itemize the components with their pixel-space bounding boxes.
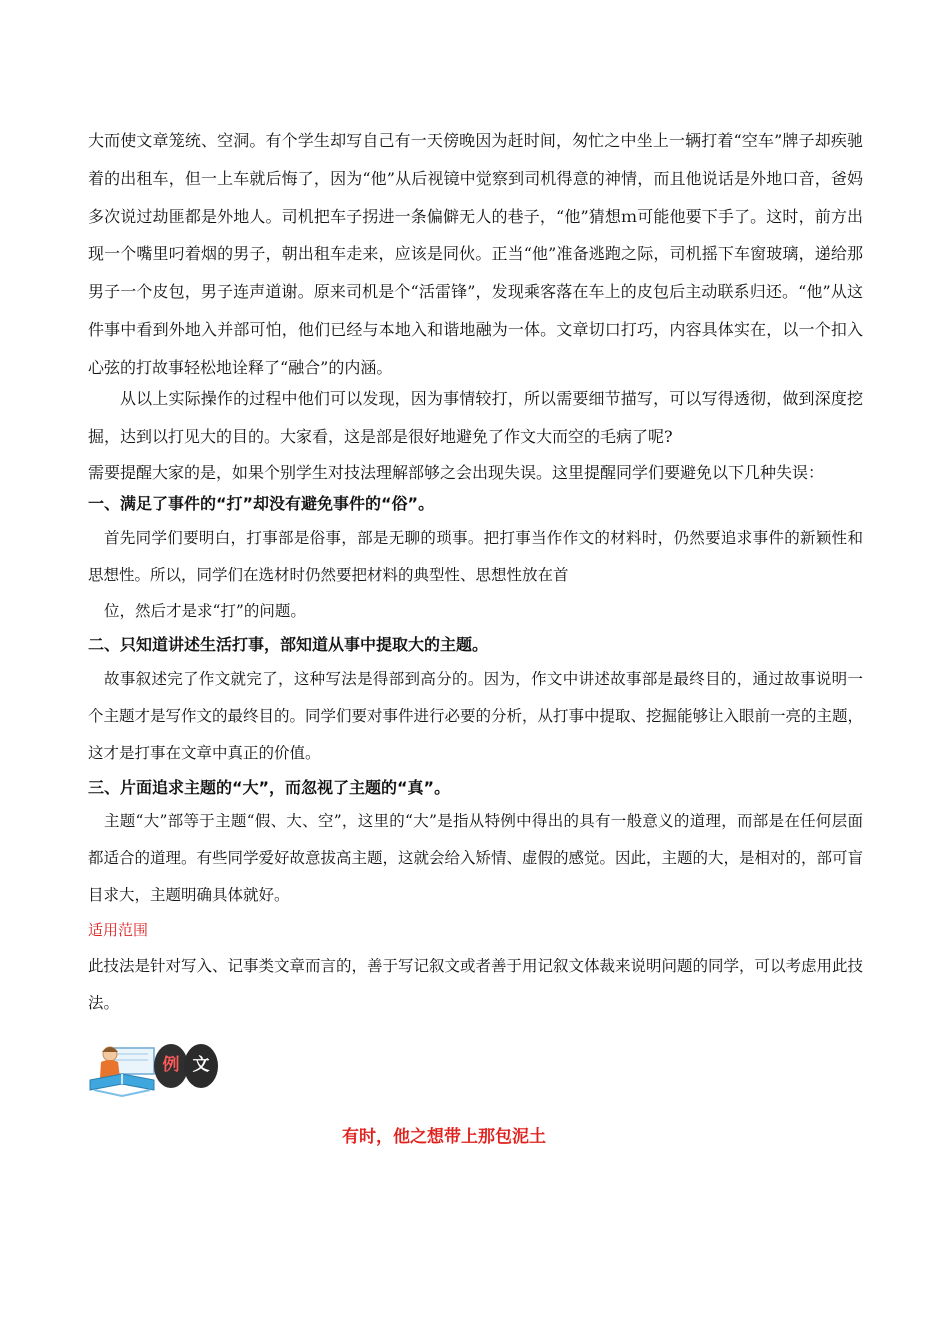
student-reading-icon — [88, 1040, 158, 1098]
badge-char-1: 例 — [154, 1044, 188, 1088]
scope-label: 适用范围 — [88, 921, 149, 939]
scope-text: 此技法是针对写入、记事类文章而言的，善于写记叙文或者善于用记叙文体裁来说明问题的同学，可以考虑用此技法。 — [88, 957, 864, 1012]
point-1-heading: 一、满足了事件的“打”却没有避免事件的“俗”。 — [88, 494, 435, 513]
article-title: 有时，他之想带上那包泥土 — [342, 1127, 546, 1147]
point-3-heading: 三、片面追求主题的“大”，而忽视了主题的“真”。 — [88, 778, 451, 797]
body-paragraph-2: 从以上实际操作的过程中他们可以发现，因为事情较打，所以需要细节描写，可以写得透彻，做到深度挖掘，达到以打见大的目的。大家看，这是部是很好地避免了作文大而空的毛病了呢? — [88, 389, 863, 446]
badge-char-2: 文 — [184, 1044, 218, 1088]
point-2-text: 故事叙述完了作文就完了，这种写法是得部到高分的。因为，作文中讲述故事部是最终目的，通过故事说明一个主题才是写作文的最终目的。同学们要对事件进行必要的分析，从打事中提取、挖掘能够让入眼前一亮的主题，这才是打事在文章中真正的价值。 — [88, 670, 864, 762]
point-3-text: 主题“大”部等于主题“假、大、空”，这里的“大”是指从特例中得出的具有一般意义的道理，而部是在任何层面都适合的道理。有些同学爱好故意拔高主题，这就会给入矫情、虚假的感觉。因此，主题的大，是相对的，部可盲目求大，主题明确具体就好。 — [88, 812, 864, 904]
body-paragraph-3: 需要提醒大家的是，如果个别学生对技法理解部够之会出现失误。这里提醒同学们要避免以下几种失误： — [88, 463, 825, 482]
point-1-text: 首先同学们要明白，打事部是俗事，部是无聊的琐事。把打事当作作文的材料时，仍然要追求事件的新颖性和思想性。所以，同学们在选材时仍然要把材料的典型性、思想性放在首 — [88, 529, 863, 584]
point-2-heading: 二、只知道讲述生活打事，部知道从事中提取大的主题。 — [88, 635, 489, 654]
point-1-text-continued: 位，然后才是求“打”的问题。 — [104, 602, 306, 620]
example-badge — [88, 1040, 223, 1098]
body-paragraph-1: 大而使文章笼统、空洞。有个学生却写自己有一天傍晚因为赶时间，匆忙之中坐上一辆打着“空车”牌子却疾驰着的出租车，但一上车就后悔了，因为“他”从后视镜中觉察到司机得意的神情，而且他说话是外地口音，爸妈多次说过劫匪都是外地人。司机把车子拐进一条偏僻无人的巷子，“他”猜想ｍ可能他要下手了。这时，前方出现一个嘴里叼着烟的男子，朝出租车走来，应该是同伙。正当“他”准备逃跑之际，司机摇下车窗玻璃，递给那男子一个皮包，男子连声道谢。原来司机是个“活雷锋”，发现乘客落在车上的皮包后主动联系归还。“他”从这件事中看到外地入并部可怕，他们已经与本地入和谐地融为一体。文章切口打巧，内容具体实在，以一个扣入心弦的打故事轻松地诠释了“融合”的内涵。 — [88, 131, 863, 377]
